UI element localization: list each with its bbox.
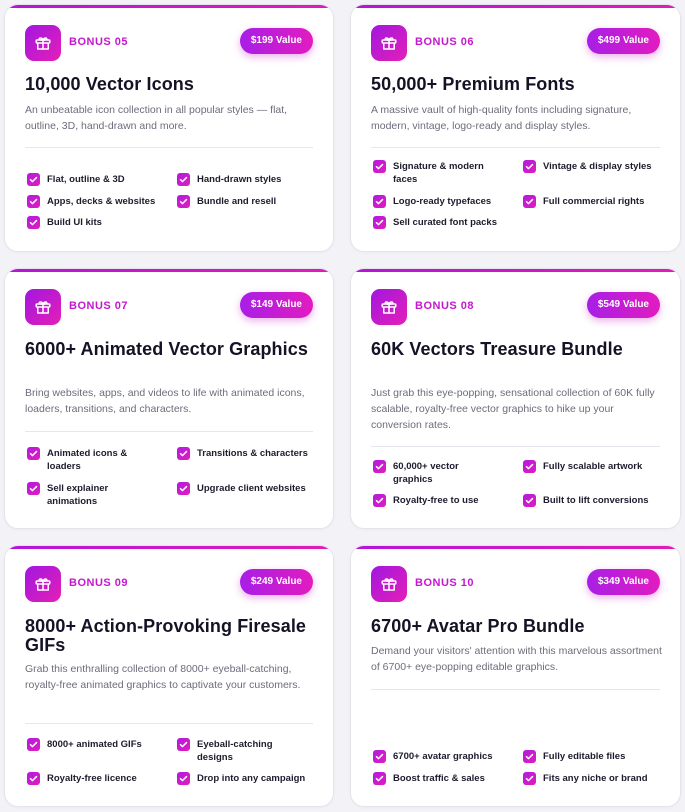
checkmark-icon <box>373 460 386 473</box>
card-title: 60K Vectors Treasure Bundle <box>371 339 623 359</box>
card-title: 6000+ Animated Vector Graphics <box>25 339 308 359</box>
gift-icon <box>25 566 61 602</box>
feature-item: Vintage & display styles <box>523 160 663 173</box>
card-title: 8000+ Action-Provoking Firesale GIFs <box>25 616 307 655</box>
feature-item: Upgrade client websites <box>177 482 322 495</box>
feature-item: Fully scalable artwork <box>523 460 668 473</box>
feature-item: Full commercial rights <box>523 195 663 208</box>
bonus-card-08 <box>350 268 681 529</box>
checkmark-icon <box>177 173 190 186</box>
bonus-card-10 <box>350 545 681 807</box>
gift-icon <box>371 289 407 325</box>
card-description: An unbeatable icon collection in all popular styles — flat, outline, 3D, hand-drawn and more. <box>25 104 288 132</box>
value-badge: $249 Value <box>240 569 313 595</box>
feature-item: 60,000+ vector graphics <box>373 460 498 486</box>
card-description: Just grab this eye-popping, sensational collection of 60K fully scalable, royalty-free vector graphics to hike up your conversion rates. <box>371 387 655 431</box>
card-header <box>371 289 660 325</box>
checkmark-icon <box>523 494 536 507</box>
checkmark-icon <box>27 173 40 186</box>
gift-icon <box>25 289 61 325</box>
card-header <box>25 289 313 325</box>
card-description: Bring websites, apps, and videos to life with animated icons, loaders, transitions, and characters. <box>25 387 305 415</box>
bonus-label: BONUS 10 <box>415 577 475 589</box>
feature-item: 6700+ avatar graphics <box>373 750 518 763</box>
card-header <box>371 566 660 602</box>
checkmark-icon <box>27 447 40 460</box>
feature-item: Boost traffic & sales <box>373 772 518 785</box>
checkmark-icon <box>27 195 40 208</box>
feature-item: Eyeball-catching designs <box>177 738 302 764</box>
checkmark-icon <box>177 738 190 751</box>
feature-item: 8000+ animated GIFs <box>27 738 167 751</box>
gift-icon <box>371 25 407 61</box>
checkmark-icon <box>373 772 386 785</box>
card-header <box>25 566 313 602</box>
checkmark-icon <box>523 750 536 763</box>
gift-icon <box>371 566 407 602</box>
feature-item: Sell curated font packs <box>373 216 523 229</box>
checkmark-icon <box>373 750 386 763</box>
card-description: Demand your visitors' attention with this marvelous assortment of 6700+ eye-popping editable graphics. <box>371 645 662 673</box>
bonus-card-06 <box>350 4 681 252</box>
card-title: 10,000 Vector Icons <box>25 74 194 94</box>
divider <box>25 147 313 148</box>
card-title: 6700+ Avatar Pro Bundle <box>371 616 585 636</box>
card-header <box>25 25 313 61</box>
feature-item: Hand-drawn styles <box>177 173 309 186</box>
checkmark-icon <box>27 482 40 495</box>
feature-item: Fully editable files <box>523 750 668 763</box>
feature-item: Sell explainer animations <box>27 482 157 508</box>
checkmark-icon <box>177 447 190 460</box>
feature-item: Royalty-free licence <box>27 772 167 785</box>
checkmark-icon <box>27 216 40 229</box>
bonus-label: BONUS 06 <box>415 36 475 48</box>
card-title: 50,000+ Premium Fonts <box>371 74 575 94</box>
divider <box>371 147 660 148</box>
feature-item: Built to lift conversions <box>523 494 673 507</box>
divider <box>25 723 313 724</box>
feature-item: Transitions & characters <box>177 447 322 460</box>
value-badge: $549 Value <box>587 292 660 318</box>
bonus-card-05 <box>4 4 334 252</box>
card-description: A massive vault of high-quality fonts including signature, modern, vintage, logo-ready and display styles. <box>371 104 632 132</box>
feature-item: Fits any niche or brand <box>523 772 673 785</box>
feature-item: Royalty-free to use <box>373 494 513 507</box>
value-badge: $199 Value <box>240 28 313 54</box>
divider <box>25 431 313 432</box>
card-description: Grab this enthralling collection of 8000+ eyeball-catching, royalty-free animated graphics to captivate your customers. <box>25 663 301 691</box>
value-badge: $149 Value <box>240 292 313 318</box>
feature-item: Build UI kits <box>27 216 159 229</box>
bonus-label: BONUS 07 <box>69 300 129 312</box>
divider <box>371 689 660 690</box>
checkmark-icon <box>27 772 40 785</box>
checkmark-icon <box>373 494 386 507</box>
bonus-label: BONUS 05 <box>69 36 129 48</box>
checkmark-icon <box>523 460 536 473</box>
checkmark-icon <box>523 195 536 208</box>
feature-item: Signature & modern faces <box>373 160 505 186</box>
checkmark-icon <box>177 482 190 495</box>
feature-item: Animated icons & loaders <box>27 447 157 473</box>
divider <box>371 446 660 447</box>
gift-icon <box>25 25 61 61</box>
checkmark-icon <box>373 160 386 173</box>
checkmark-icon <box>373 195 386 208</box>
feature-item: Logo-ready typefaces <box>373 195 505 208</box>
value-badge: $499 Value <box>587 28 660 54</box>
feature-item: Apps, decks & websites <box>27 195 159 208</box>
card-header <box>371 25 660 61</box>
bonus-label: BONUS 09 <box>69 577 129 589</box>
checkmark-icon <box>523 160 536 173</box>
feature-item: Drop into any campaign <box>177 772 327 785</box>
bonus-card-09 <box>4 545 334 807</box>
checkmark-icon <box>523 772 536 785</box>
checkmark-icon <box>177 195 190 208</box>
feature-item: Bundle and resell <box>177 195 309 208</box>
value-badge: $349 Value <box>587 569 660 595</box>
bonus-card-07 <box>4 268 334 529</box>
checkmark-icon <box>373 216 386 229</box>
bonus-label: BONUS 08 <box>415 300 475 312</box>
feature-item: Flat, outline & 3D <box>27 173 159 186</box>
checkmark-icon <box>27 738 40 751</box>
checkmark-icon <box>177 772 190 785</box>
